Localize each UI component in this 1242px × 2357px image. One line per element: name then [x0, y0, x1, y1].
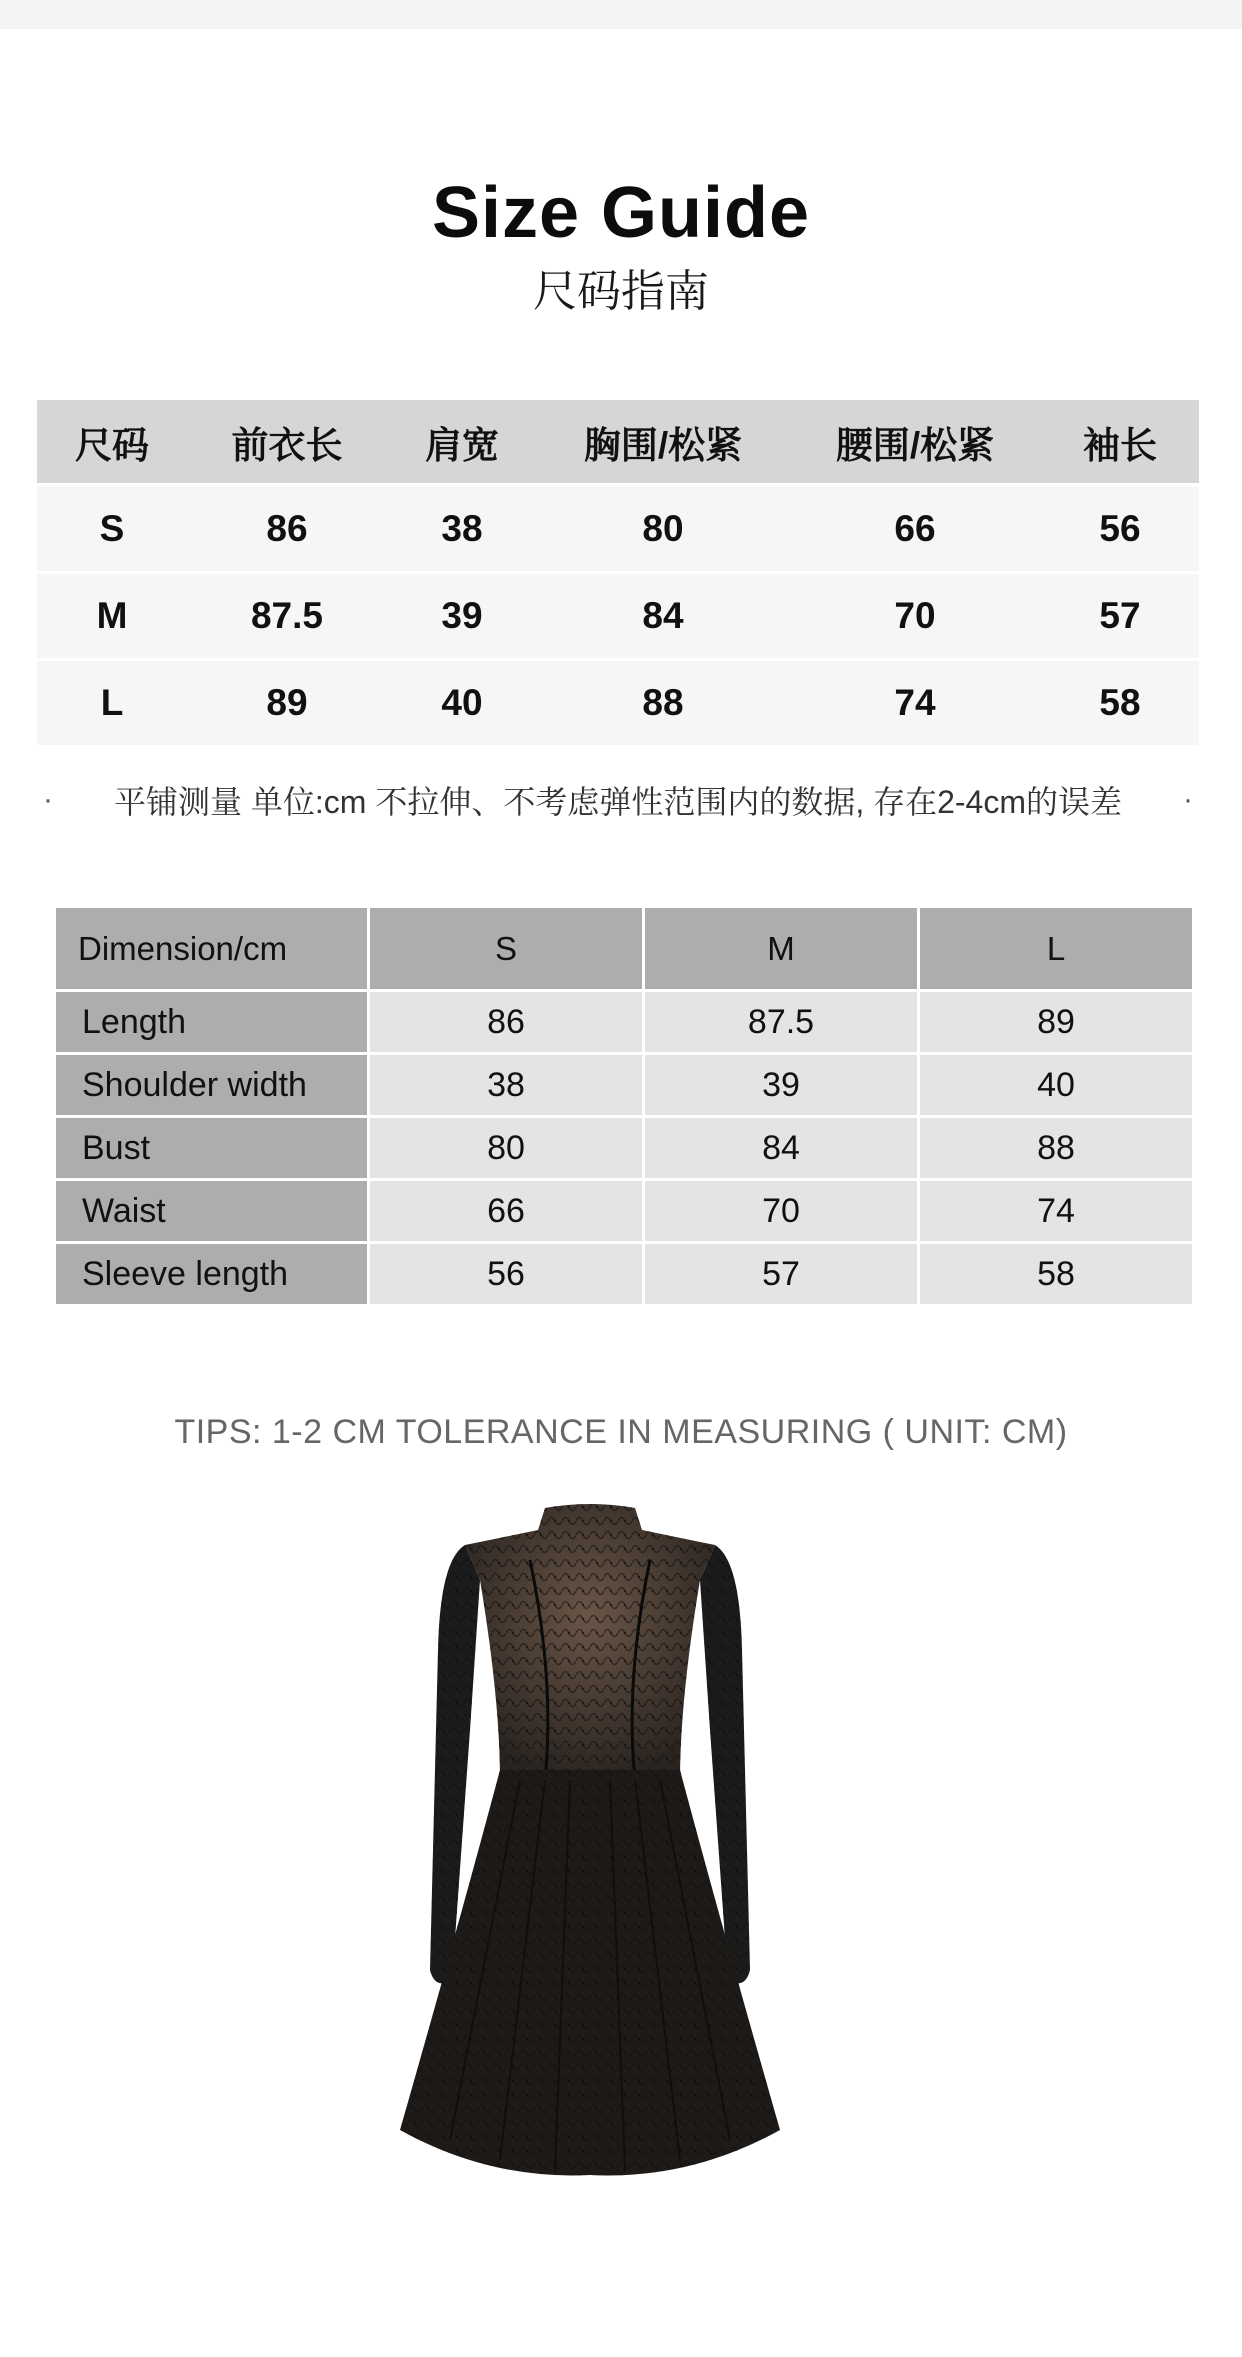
size-table-cn — [37, 400, 1199, 748]
row-label: Sleeve length — [56, 1244, 367, 1304]
table-cell: 84 — [645, 1118, 917, 1178]
table-cell: 56 — [370, 1244, 642, 1304]
table-cell: 86 — [370, 992, 642, 1052]
table-row — [56, 1118, 1192, 1178]
page-title: Size Guide — [431, 173, 811, 253]
measurement-note — [37, 775, 1199, 825]
table-header-row — [37, 400, 1199, 483]
table-cell: 88 — [642, 682, 684, 723]
table-cell: 74 — [894, 682, 936, 723]
table-header-cell: 腰围/松紧 — [835, 424, 995, 466]
table-cell: S — [99, 508, 125, 549]
tolerance-tip: TIPS: 1-2 CM TOLERANCE IN MEASURING ( UNIT: CM) — [174, 1413, 1068, 1451]
top-bar — [0, 0, 1242, 29]
table-cell: L — [100, 682, 124, 723]
table-header-cell: 袖长 — [1083, 424, 1157, 466]
table-cell: 89 — [920, 992, 1192, 1052]
table-header-cell: Dimension/cm — [56, 908, 367, 989]
table-cell: M — [96, 595, 128, 636]
note-text: 平铺测量 单位:cm 不拉伸、不考虑弹性范围内的数据, 存在2-4cm的误差 — [113, 784, 1123, 820]
table-cell: 40 — [441, 682, 483, 723]
row-label: Bust — [56, 1118, 367, 1178]
page-subtitle: 尺码指南 — [533, 267, 709, 316]
bullet-dot: · — [1183, 783, 1193, 816]
table-cell: 57 — [1099, 595, 1141, 636]
table-header-cell: S — [370, 908, 642, 989]
table-cell: 87.5 — [250, 595, 323, 636]
dress-product-image — [380, 1500, 800, 2200]
table-cell: 89 — [266, 682, 308, 723]
table-row — [37, 574, 1199, 658]
table-cell: 80 — [370, 1118, 642, 1178]
table-cell: 88 — [920, 1118, 1192, 1178]
table-row — [56, 1055, 1192, 1115]
table-header-cell: M — [645, 908, 917, 989]
bullet-dot: · — [43, 783, 53, 816]
table-cell: 87.5 — [645, 992, 917, 1052]
table-cell: 58 — [920, 1244, 1192, 1304]
table-cell: 80 — [642, 508, 684, 549]
table-cell: 39 — [441, 595, 483, 636]
table-cell: 58 — [1099, 682, 1141, 723]
table-header-row — [56, 908, 1192, 989]
table-header-cell: 前衣长 — [231, 424, 343, 466]
table-cell: 66 — [370, 1181, 642, 1241]
size-table-en — [56, 908, 1192, 1307]
table-row — [37, 487, 1199, 571]
table-header-cell: 尺码 — [75, 424, 149, 466]
table-cell: 39 — [645, 1055, 917, 1115]
table-cell: 86 — [266, 508, 308, 549]
table-row — [37, 661, 1199, 745]
table-cell: 57 — [645, 1244, 917, 1304]
table-cell: 74 — [920, 1181, 1192, 1241]
table-header-cell: L — [920, 908, 1192, 989]
table-cell: 70 — [645, 1181, 917, 1241]
table-cell: 66 — [894, 508, 936, 549]
table-cell: 70 — [894, 595, 936, 636]
table-header-cell: 肩宽 — [425, 424, 499, 466]
table-row — [56, 992, 1192, 1052]
table-header-cell: 胸围/松紧 — [583, 424, 743, 466]
table-cell: 38 — [370, 1055, 642, 1115]
table-cell: 84 — [642, 595, 684, 636]
table-row — [56, 1181, 1192, 1241]
table-cell: 56 — [1099, 508, 1141, 549]
row-label: Waist — [56, 1181, 367, 1241]
dress-illustration — [380, 1500, 800, 2200]
row-label: Shoulder width — [56, 1055, 367, 1115]
table-row — [56, 1244, 1192, 1304]
row-label: Length — [56, 992, 367, 1052]
table-cell: 38 — [441, 508, 483, 549]
table-cell: 40 — [920, 1055, 1192, 1115]
